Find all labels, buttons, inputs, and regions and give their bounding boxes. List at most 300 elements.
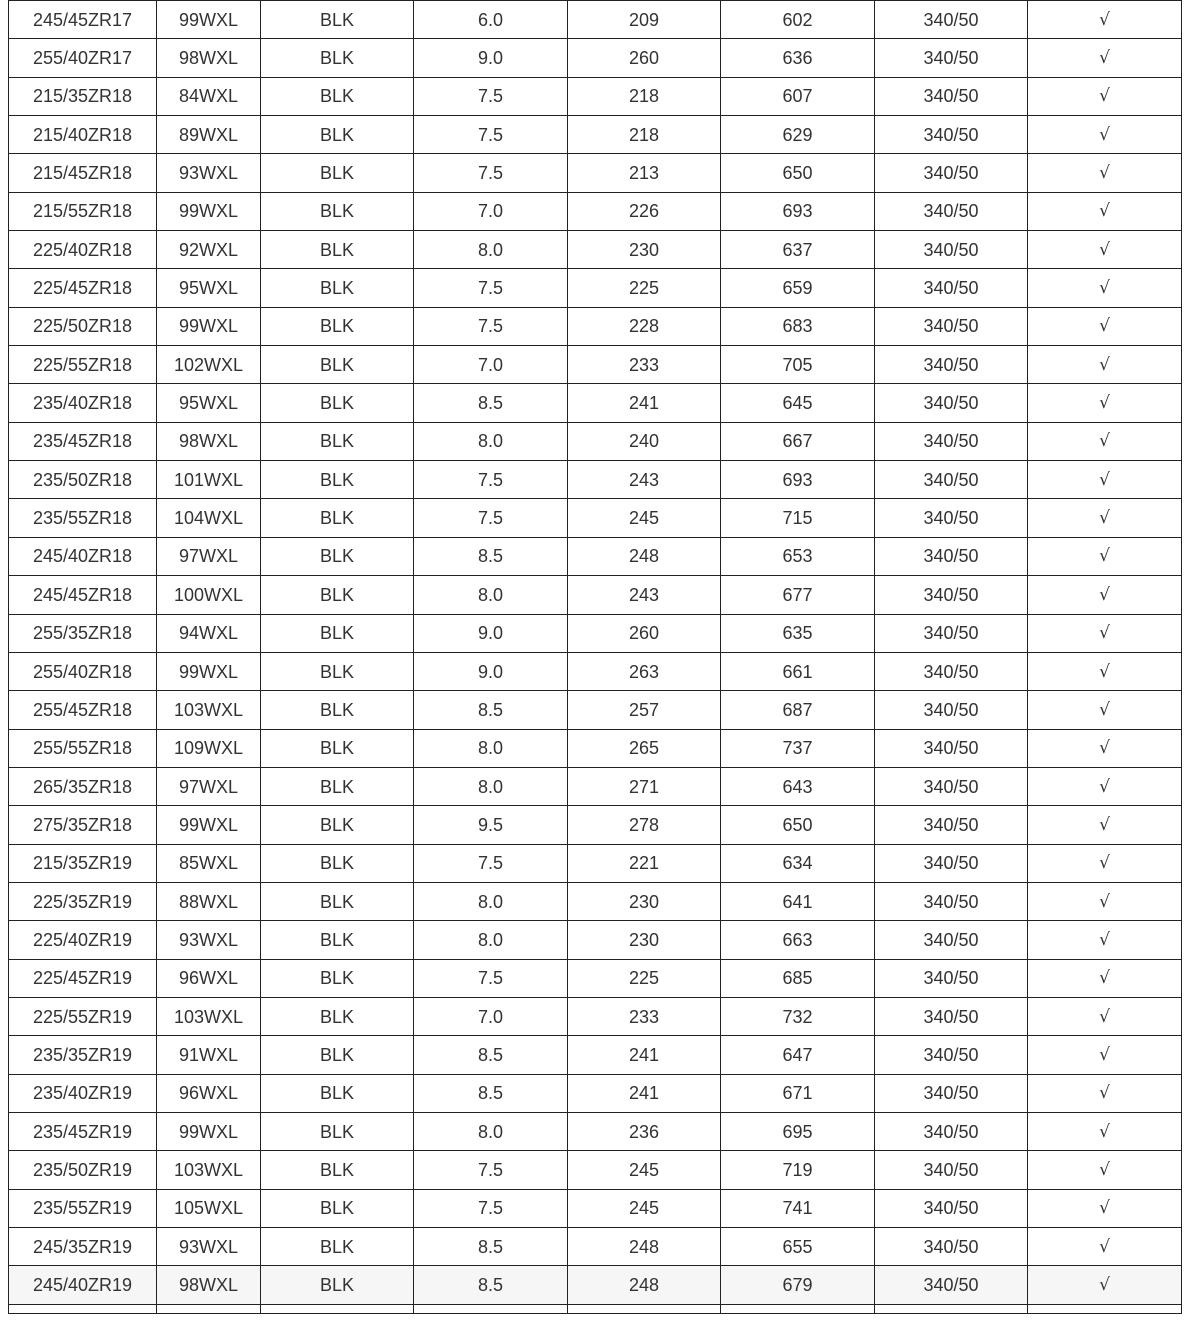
table-row — [9, 346, 1182, 384]
cell-rim-width: 7.5 — [414, 1189, 568, 1227]
cell-tread-wear: 340/50 — [875, 537, 1028, 575]
cell-load-speed-index: 93WXL — [157, 921, 261, 959]
table-row — [9, 461, 1182, 499]
cell-load-speed-index: 96WXL — [157, 1074, 261, 1112]
cell-overall-diameter: 687 — [721, 691, 875, 729]
cell-tread-wear: 340/50 — [875, 1112, 1028, 1150]
cell-sidewall: BLK — [261, 806, 414, 844]
cell-load-speed-index: 99WXL — [157, 806, 261, 844]
cell-section-width: 225 — [568, 269, 721, 307]
cell-sidewall: BLK — [261, 422, 414, 460]
cell-overall-diameter: 683 — [721, 307, 875, 345]
table-row — [9, 576, 1182, 614]
cell-availability: √ — [1028, 537, 1182, 575]
table-row — [9, 537, 1182, 575]
cell-availability: √ — [1028, 1266, 1182, 1304]
cell-tread-wear: 340/50 — [875, 1036, 1028, 1074]
cell-section-width: 260 — [568, 614, 721, 652]
table-row — [9, 1266, 1182, 1304]
cell-rim-width: 7.5 — [414, 116, 568, 154]
cell-rim-width: 8.5 — [414, 384, 568, 422]
table-row — [9, 1151, 1182, 1189]
table-row — [9, 921, 1182, 959]
cell-tread-wear: 340/50 — [875, 154, 1028, 192]
table-row — [9, 231, 1182, 269]
cell-availability: √ — [1028, 1074, 1182, 1112]
cell-load-speed-index: 98WXL — [157, 39, 261, 77]
cell-rim-width: 8.0 — [414, 767, 568, 805]
cell-overall-diameter: 737 — [721, 729, 875, 767]
cell-overall-diameter: 685 — [721, 959, 875, 997]
cell-rim-width: 9.0 — [414, 614, 568, 652]
cell-load-speed-index: 97WXL — [157, 537, 261, 575]
cell-availability: √ — [1028, 1151, 1182, 1189]
cell-load-speed-index: 99WXL — [157, 1112, 261, 1150]
cell-rim-width: 7.5 — [414, 307, 568, 345]
cell-sidewall: BLK — [261, 461, 414, 499]
cell-tire-size: 235/50ZR19 — [9, 1151, 157, 1189]
table-row — [9, 1036, 1182, 1074]
cell-rim-width: 7.0 — [414, 997, 568, 1035]
cell-tread-wear: 340/50 — [875, 499, 1028, 537]
cell-rim-width: 7.5 — [414, 269, 568, 307]
cell-overall-diameter: 635 — [721, 614, 875, 652]
cell-sidewall: BLK — [261, 652, 414, 690]
cell-rim-width: 8.0 — [414, 422, 568, 460]
cell-overall-diameter: 663 — [721, 921, 875, 959]
cell-section-width: 233 — [568, 346, 721, 384]
table-row — [9, 767, 1182, 805]
cell-sidewall: BLK — [261, 537, 414, 575]
table-row — [9, 997, 1182, 1035]
cell-tread-wear: 340/50 — [875, 192, 1028, 230]
cell-section-width: 241 — [568, 1074, 721, 1112]
cell-load-speed-index: 85WXL — [157, 844, 261, 882]
cell-overall-diameter: 653 — [721, 537, 875, 575]
cell-load-speed-index: 105WXL — [157, 1189, 261, 1227]
cell-section-width: 243 — [568, 461, 721, 499]
cell-tire-size: 255/45ZR18 — [9, 691, 157, 729]
cell-rim-width: 8.5 — [414, 1036, 568, 1074]
cell-sidewall: BLK — [261, 1266, 414, 1304]
table-row — [9, 882, 1182, 920]
cell-tire-size: 215/40ZR18 — [9, 116, 157, 154]
cell-availability: √ — [1028, 806, 1182, 844]
cell-load-speed-index: 98WXL — [157, 422, 261, 460]
cell-sidewall: BLK — [261, 1, 414, 39]
cell-overall-diameter: 661 — [721, 652, 875, 690]
cell-tread-wear: 340/50 — [875, 691, 1028, 729]
cell-tire-size: 225/40ZR19 — [9, 921, 157, 959]
cell-sidewall: BLK — [261, 346, 414, 384]
cell-tread-wear: 340/50 — [875, 422, 1028, 460]
cell-availability: √ — [1028, 921, 1182, 959]
table-row — [9, 844, 1182, 882]
cell-availability: √ — [1028, 997, 1182, 1035]
cell-tire-size: 255/55ZR18 — [9, 729, 157, 767]
cell-section-width: 271 — [568, 767, 721, 805]
cell-load-speed-index: 109WXL — [157, 729, 261, 767]
cell-section-width: 243 — [568, 576, 721, 614]
cell-overall-diameter: 634 — [721, 844, 875, 882]
cell-sidewall: BLK — [261, 844, 414, 882]
cell-sidewall: BLK — [261, 729, 414, 767]
table-row — [9, 269, 1182, 307]
cell-tread-wear: 340/50 — [875, 307, 1028, 345]
cell-rim-width: 8.5 — [414, 691, 568, 729]
cell-load-speed-index: 96WXL — [157, 959, 261, 997]
table-row — [9, 806, 1182, 844]
cell-tire-size: 215/35ZR19 — [9, 844, 157, 882]
cell-availability: √ — [1028, 576, 1182, 614]
cell-tire-size: 245/35ZR19 — [9, 1228, 157, 1266]
table-row — [9, 384, 1182, 422]
cell-availability: √ — [1028, 192, 1182, 230]
table-row — [9, 729, 1182, 767]
cell-tire-size: 255/40ZR17 — [9, 39, 157, 77]
cell-section-width: 225 — [568, 959, 721, 997]
cell-tire-size: 245/45ZR17 — [9, 1, 157, 39]
cell-overall-diameter: 636 — [721, 39, 875, 77]
cell-tire-size: 225/55ZR19 — [9, 997, 157, 1035]
cell-tire-size: 245/45ZR18 — [9, 576, 157, 614]
table-row — [9, 614, 1182, 652]
cell-rim-width: 8.5 — [414, 537, 568, 575]
cell-section-width: 257 — [568, 691, 721, 729]
table-row — [9, 1, 1182, 39]
cell-section-width: 245 — [568, 1189, 721, 1227]
cell-overall-diameter: 607 — [721, 77, 875, 115]
cell-sidewall: BLK — [261, 691, 414, 729]
cell-tire-size: 235/55ZR18 — [9, 499, 157, 537]
cell-section-width: 241 — [568, 384, 721, 422]
cell-tread-wear: 340/50 — [875, 1, 1028, 39]
cell-rim-width: 9.0 — [414, 39, 568, 77]
cell-overall-diameter: 679 — [721, 1266, 875, 1304]
cell-sidewall: BLK — [261, 1228, 414, 1266]
cell-overall-diameter: 647 — [721, 1036, 875, 1074]
cell-rim-width: 8.0 — [414, 231, 568, 269]
cell-sidewall: BLK — [261, 231, 414, 269]
cell-availability: √ — [1028, 422, 1182, 460]
cell-tread-wear: 340/50 — [875, 576, 1028, 614]
cell-section-width: 245 — [568, 499, 721, 537]
cell-availability: √ — [1028, 307, 1182, 345]
cell-overall-diameter: 695 — [721, 1112, 875, 1150]
cell-availability: √ — [1028, 499, 1182, 537]
cell-load-speed-index: 98WXL — [157, 1266, 261, 1304]
cell-rim-width: 7.5 — [414, 499, 568, 537]
cell-load-speed-index: 94WXL — [157, 614, 261, 652]
cell-load-speed-index: 89WXL — [157, 116, 261, 154]
cell-tread-wear: 340/50 — [875, 384, 1028, 422]
cell-availability: √ — [1028, 384, 1182, 422]
cell-availability: √ — [1028, 269, 1182, 307]
cell-sidewall: BLK — [261, 1189, 414, 1227]
cell-section-width: 230 — [568, 921, 721, 959]
cell-overall-diameter: 677 — [721, 576, 875, 614]
cell-section-width: 213 — [568, 154, 721, 192]
cell-section-width: 236 — [568, 1112, 721, 1150]
cell-availability: √ — [1028, 39, 1182, 77]
table-row — [9, 652, 1182, 690]
cell-tire-size: 265/35ZR18 — [9, 767, 157, 805]
cell-tread-wear: 340/50 — [875, 614, 1028, 652]
cell-tire-size: 275/35ZR18 — [9, 806, 157, 844]
cell-sidewall: BLK — [261, 154, 414, 192]
cell-availability: √ — [1028, 767, 1182, 805]
cell-sidewall: BLK — [261, 116, 414, 154]
cell-overall-diameter: 629 — [721, 116, 875, 154]
cell-tire-size: 225/35ZR19 — [9, 882, 157, 920]
table-row — [9, 1189, 1182, 1227]
table-row — [9, 691, 1182, 729]
cell-rim-width: 9.5 — [414, 806, 568, 844]
cell-tire-size: 255/40ZR18 — [9, 652, 157, 690]
cell-load-speed-index: 99WXL — [157, 192, 261, 230]
table-row — [9, 77, 1182, 115]
cell-rim-width: 8.5 — [414, 1074, 568, 1112]
cell-rim-width: 7.5 — [414, 959, 568, 997]
cell-tire-size: 225/55ZR18 — [9, 346, 157, 384]
tire-spec-table — [8, 0, 1182, 1314]
cell-sidewall: BLK — [261, 767, 414, 805]
cell-section-width: 230 — [568, 231, 721, 269]
cell-section-width: 218 — [568, 116, 721, 154]
cell-section-width: 240 — [568, 422, 721, 460]
cell-tire-size: 235/40ZR18 — [9, 384, 157, 422]
table-body — [9, 0, 1182, 1313]
cell-overall-diameter: 741 — [721, 1189, 875, 1227]
cell-load-speed-index: 91WXL — [157, 1036, 261, 1074]
cell-load-speed-index: 88WXL — [157, 882, 261, 920]
cell-overall-diameter: 650 — [721, 806, 875, 844]
cell-load-speed-index: 97WXL — [157, 767, 261, 805]
cell-load-speed-index: 100WXL — [157, 576, 261, 614]
cell-load-speed-index: 84WXL — [157, 77, 261, 115]
cell-rim-width: 7.5 — [414, 844, 568, 882]
cell-tire-size: 225/50ZR18 — [9, 307, 157, 345]
cell-rim-width: 7.5 — [414, 461, 568, 499]
cell-load-speed-index: 99WXL — [157, 652, 261, 690]
cell-section-width: 218 — [568, 77, 721, 115]
cell-tread-wear: 340/50 — [875, 882, 1028, 920]
cell-sidewall: BLK — [261, 39, 414, 77]
cell-tire-size: 245/40ZR19 — [9, 1266, 157, 1304]
cell-availability: √ — [1028, 1, 1182, 39]
cell-tread-wear: 340/50 — [875, 729, 1028, 767]
cell-overall-diameter: 645 — [721, 384, 875, 422]
cell-availability: √ — [1028, 461, 1182, 499]
table-row — [9, 116, 1182, 154]
cell-rim-width: 8.5 — [414, 1228, 568, 1266]
cell-load-speed-index: 93WXL — [157, 154, 261, 192]
cell-overall-diameter: 693 — [721, 192, 875, 230]
cell-section-width: 248 — [568, 1266, 721, 1304]
table-row — [9, 39, 1182, 77]
cell-tread-wear: 340/50 — [875, 269, 1028, 307]
cell-load-speed-index: 95WXL — [157, 269, 261, 307]
cell-load-speed-index: 102WXL — [157, 346, 261, 384]
cell-rim-width: 9.0 — [414, 652, 568, 690]
cell-tread-wear: 340/50 — [875, 1266, 1028, 1304]
cell-tread-wear: 340/50 — [875, 844, 1028, 882]
cell-tire-size: 235/35ZR19 — [9, 1036, 157, 1074]
cell-overall-diameter: 671 — [721, 1074, 875, 1112]
cell-sidewall: BLK — [261, 1036, 414, 1074]
cell-rim-width: 7.5 — [414, 1151, 568, 1189]
cell-availability: √ — [1028, 652, 1182, 690]
cell-sidewall: BLK — [261, 307, 414, 345]
cell-tire-size: 225/45ZR18 — [9, 269, 157, 307]
cell-load-speed-index: 95WXL — [157, 384, 261, 422]
cell-tread-wear: 340/50 — [875, 959, 1028, 997]
cell-overall-diameter: 719 — [721, 1151, 875, 1189]
cell-tread-wear: 340/50 — [875, 116, 1028, 154]
cell-load-speed-index: 103WXL — [157, 1151, 261, 1189]
cell-availability: √ — [1028, 729, 1182, 767]
cell-availability: √ — [1028, 691, 1182, 729]
cell-availability: √ — [1028, 1036, 1182, 1074]
cell-tread-wear: 340/50 — [875, 346, 1028, 384]
table-row — [9, 192, 1182, 230]
cell-overall-diameter: 602 — [721, 1, 875, 39]
cell-tire-size: 255/35ZR18 — [9, 614, 157, 652]
cell-tire-size: 225/45ZR19 — [9, 959, 157, 997]
cell-tire-size: 215/55ZR18 — [9, 192, 157, 230]
cell-rim-width: 7.5 — [414, 77, 568, 115]
cell-rim-width: 7.0 — [414, 346, 568, 384]
cell-overall-diameter: 650 — [721, 154, 875, 192]
table-row — [9, 1228, 1182, 1266]
cell-tire-size: 235/55ZR19 — [9, 1189, 157, 1227]
cell-tire-size: 245/40ZR18 — [9, 537, 157, 575]
cell-sidewall: BLK — [261, 1112, 414, 1150]
cell-section-width: 209 — [568, 1, 721, 39]
cell-sidewall: BLK — [261, 921, 414, 959]
cell-availability: √ — [1028, 1228, 1182, 1266]
table-row — [9, 422, 1182, 460]
cell-tread-wear: 340/50 — [875, 921, 1028, 959]
cell-tire-size: 235/40ZR19 — [9, 1074, 157, 1112]
cell-overall-diameter: 643 — [721, 767, 875, 805]
cell-overall-diameter: 715 — [721, 499, 875, 537]
cell-rim-width: 6.0 — [414, 1, 568, 39]
cell-load-speed-index: 103WXL — [157, 997, 261, 1035]
cell-availability: √ — [1028, 614, 1182, 652]
cell-sidewall: BLK — [261, 959, 414, 997]
cell-tire-size: 235/50ZR18 — [9, 461, 157, 499]
cell-tread-wear: 340/50 — [875, 997, 1028, 1035]
cell-tread-wear: 340/50 — [875, 77, 1028, 115]
cell-rim-width: 8.0 — [414, 921, 568, 959]
cell-availability: √ — [1028, 77, 1182, 115]
cell-tread-wear: 340/50 — [875, 1228, 1028, 1266]
table-row — [9, 959, 1182, 997]
cell-sidewall: BLK — [261, 576, 414, 614]
cell-overall-diameter: 641 — [721, 882, 875, 920]
cell-availability: √ — [1028, 1112, 1182, 1150]
cell-tire-size: 235/45ZR19 — [9, 1112, 157, 1150]
cell-tire-size: 235/45ZR18 — [9, 422, 157, 460]
cell-section-width: 221 — [568, 844, 721, 882]
cell-tire-size: 215/45ZR18 — [9, 154, 157, 192]
cell-tire-size: 225/40ZR18 — [9, 231, 157, 269]
cell-availability: √ — [1028, 844, 1182, 882]
cell-overall-diameter: 659 — [721, 269, 875, 307]
cell-rim-width: 8.0 — [414, 882, 568, 920]
cell-section-width: 248 — [568, 537, 721, 575]
cell-overall-diameter: 705 — [721, 346, 875, 384]
cell-overall-diameter: 732 — [721, 997, 875, 1035]
cell-section-width: 260 — [568, 39, 721, 77]
cell-load-speed-index: 103WXL — [157, 691, 261, 729]
cell-section-width: 241 — [568, 1036, 721, 1074]
cell-sidewall: BLK — [261, 1151, 414, 1189]
cell-sidewall: BLK — [261, 269, 414, 307]
cell-availability: √ — [1028, 231, 1182, 269]
cell-tread-wear: 340/50 — [875, 767, 1028, 805]
cell-rim-width: 8.0 — [414, 576, 568, 614]
cell-overall-diameter: 655 — [721, 1228, 875, 1266]
cell-sidewall: BLK — [261, 192, 414, 230]
cell-load-speed-index: 99WXL — [157, 1, 261, 39]
cell-overall-diameter: 693 — [721, 461, 875, 499]
cell-load-speed-index: 92WXL — [157, 231, 261, 269]
tire-spec-table-wrapper — [8, 0, 1181, 1314]
cell-sidewall: BLK — [261, 77, 414, 115]
cell-sidewall: BLK — [261, 997, 414, 1035]
cell-load-speed-index: 93WXL — [157, 1228, 261, 1266]
cell-tread-wear: 340/50 — [875, 806, 1028, 844]
table-row — [9, 1074, 1182, 1112]
cell-rim-width: 8.0 — [414, 1112, 568, 1150]
cell-load-speed-index: 104WXL — [157, 499, 261, 537]
table-row — [9, 1112, 1182, 1150]
cell-section-width: 226 — [568, 192, 721, 230]
cell-rim-width: 7.0 — [414, 192, 568, 230]
cell-tread-wear: 340/50 — [875, 1189, 1028, 1227]
table-row — [9, 307, 1182, 345]
cell-tire-size: 215/35ZR18 — [9, 77, 157, 115]
cell-tread-wear: 340/50 — [875, 652, 1028, 690]
cell-tread-wear: 340/50 — [875, 231, 1028, 269]
cell-section-width: 228 — [568, 307, 721, 345]
cell-availability: √ — [1028, 346, 1182, 384]
cell-section-width: 248 — [568, 1228, 721, 1266]
cell-section-width: 265 — [568, 729, 721, 767]
cell-rim-width: 7.5 — [414, 154, 568, 192]
cell-section-width: 278 — [568, 806, 721, 844]
cell-sidewall: BLK — [261, 614, 414, 652]
cell-tread-wear: 340/50 — [875, 1074, 1028, 1112]
cell-load-speed-index: 99WXL — [157, 307, 261, 345]
cell-sidewall: BLK — [261, 384, 414, 422]
cell-availability: √ — [1028, 959, 1182, 997]
table-row — [9, 499, 1182, 537]
table-row — [9, 154, 1182, 192]
cell-overall-diameter: 667 — [721, 422, 875, 460]
cell-sidewall: BLK — [261, 882, 414, 920]
cell-availability: √ — [1028, 116, 1182, 154]
cell-availability: √ — [1028, 1189, 1182, 1227]
cell-section-width: 230 — [568, 882, 721, 920]
cell-tread-wear: 340/50 — [875, 39, 1028, 77]
cell-tread-wear: 340/50 — [875, 461, 1028, 499]
cell-section-width: 263 — [568, 652, 721, 690]
cell-availability: √ — [1028, 882, 1182, 920]
table-row-partial-bottom — [9, 1304, 1182, 1313]
